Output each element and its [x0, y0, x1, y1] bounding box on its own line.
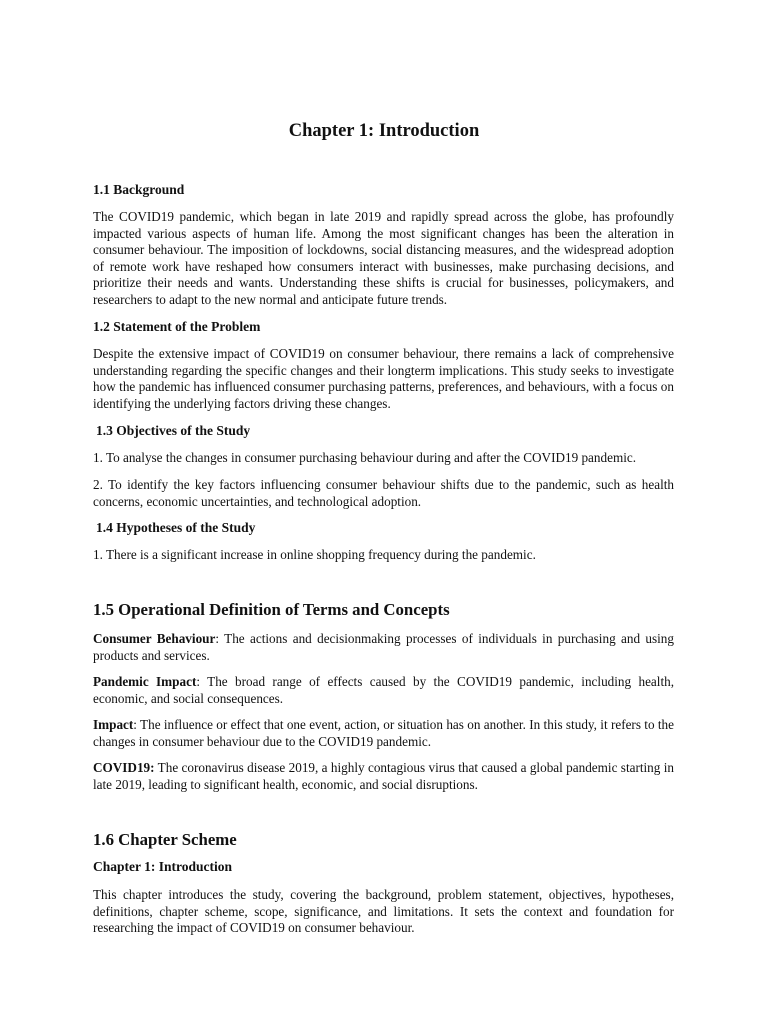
hypothesis-item: 1. There is a significant increase in online shopping frequency during the pandemic. — [93, 547, 536, 562]
chapter-title: Chapter 1: Introduction — [288, 121, 480, 141]
objective-item: 1. To analyse the changes in consumer purchasing behaviour during and after the COVID19 pandemic. — [93, 450, 637, 465]
definition-text: The coronavirus disease 2019, a highly contagious virus that caused a global pandemic starting in late 2019, leading to significant health, economic, and social disruptions. — [93, 760, 674, 792]
definition-text: : The broad range of effects caused by the COVID19 pandemic, including health, economic, and social consequences. — [93, 674, 674, 706]
definition-text: : The actions and decisionmaking processes of individuals in purchasing and using products and services. — [93, 631, 674, 663]
definition-term: Pandemic Impact — [93, 674, 197, 689]
section-1-3-heading: 1.3 Objectives of the Study — [96, 423, 251, 438]
definition-text: : The influence or effect that one event, action, or situation has on another. In this study, it refers to the changes in consumer behaviour due to the COVID19 pandemic. — [93, 717, 674, 749]
definition-term: COVID19: — [93, 760, 155, 775]
section-1-6-text: This chapter introduces the study, covering the background, problem statement, objectives, hypotheses, definitions, chapter scheme, scope, significance, and limitations. It sets the context and foundation for researching the impact of COVID19 on consumer behaviour. — [93, 887, 674, 936]
section-1-1-heading: 1.1 Background — [93, 182, 185, 197]
section-1-2-heading: 1.2 Statement of the Problem — [93, 319, 261, 334]
section-1-5-heading: 1.5 Operational Definition of Terms and Concepts — [93, 600, 450, 619]
definition-item — [93, 717, 674, 750]
definition-term: Impact — [93, 717, 134, 732]
definition-item — [93, 674, 674, 707]
definition-item — [93, 760, 674, 793]
section-1-6-heading: 1.6 Chapter Scheme — [93, 830, 237, 849]
section-1-4-heading: 1.4 Hypotheses of the Study — [96, 520, 256, 535]
section-1-2-text: Despite the extensive impact of COVID19 on consumer behaviour, there remains a lack of comprehensive understanding regarding the specific changes and their longterm implications. This study seeks to investigate how the pandemic has influenced consumer purchasing patterns, preferences, and behaviours, with a focus on identifying the underlying factors driving these changes. — [93, 346, 674, 411]
section-1-1-text: The COVID19 pandemic, which began in late 2019 and rapidly spread across the globe, has profoundly impacted various aspects of human life. Among the most significant changes has been the alteration in consumer behaviour. The imposition of lockdowns, social distancing measures, and the widespread adoption of remote work have reshaped how consumers interact with businesses, make purchasing decisions, and prioritize their needs and wants. Understanding these shifts is crucial for businesses, policymakers, and researchers to adapt to the new normal and anticipate future trends. — [93, 209, 674, 307]
chapter-scheme-subheading: Chapter 1: Introduction — [93, 859, 233, 874]
definition-term: Consumer Behaviour — [93, 631, 216, 646]
objective-item: 2. To identify the key factors influencing consumer behaviour shifts due to the pandemic, such as health concerns, economic uncertainties, and technological adoption. — [93, 477, 674, 509]
definition-item — [93, 631, 674, 664]
